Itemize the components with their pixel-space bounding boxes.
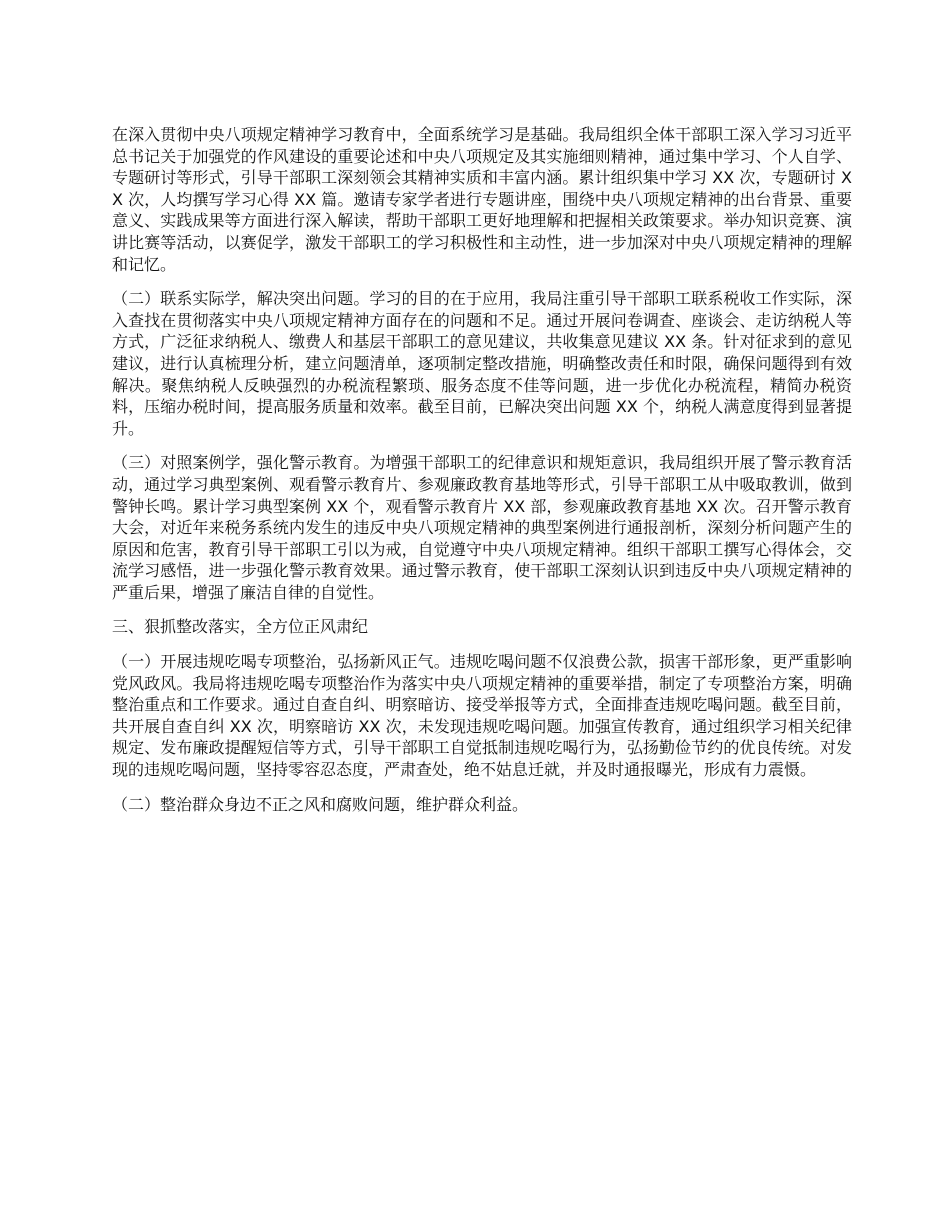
paragraph-case-study-warning: （三）对照案例学，强化警示教育。为增强干部职工的纪律意识和规矩意识，我局组织开展了警示教育活动，通过学习典型案例、观看警示教育片、参观廉政教育基地等形式，引导干部职工从中吸取教训，做到警钟长鸣。累计学习典型案例 XX 个，观看警示教育片 XX 部，参观廉政教育基地 XX 次。召开警示教育大会，对近年来税务系统内发生的违反中央八项规定精神的典型案例进行通报剖析，深刻分析问题产生的原因和危害，教育引导干部职工引以为戒，自觉遵守中央八项规定精神。组织干部职工撰写心得体会，交流学习感悟，进一步强化警示教育效果。通过警示教育，使干部职工深刻认识到违反中央八项规定精神的严重后果，增强了廉洁自律的自觉性。 (112, 453, 852, 602)
paragraph-dining-rectification: （一）开展违规吃喝专项整治，弘扬新风正气。违规吃喝问题不仅浪费公款，损害干部形象，更严重影响党风政风。我局将违规吃喝专项整治作为落实中央八项规定精神的重要举措，制定了专项整治方案，明确整治重点和工作要求。通过自查自纠、明察暗访、接受举报等方式，全面排查违规吃喝问题。截至目前，共开展自查自纠 XX 次，明察暗访 XX 次，未发现违规吃喝问题。加强宣传教育，通过组织学习相关纪律规定、发布廉政提醒短信等方式，引导干部职工自觉抵制违规吃喝行为，弘扬勤俭节约的优良传统。对发现的违规吃喝问题，坚持零容忍态度，严肃查处，绝不姑息迁就，并及时通报曝光，形成有力震慑。 (112, 652, 852, 780)
document-body (112, 124, 852, 828)
section-heading-rectification: 三、狠抓整改落实，全方位正风肃纪 (112, 617, 369, 637)
paragraph-grassroots-corruption: （二）整治群众身边不正之风和腐败问题，维护群众利益。 (112, 794, 529, 814)
paragraph-study-systematically: 在深入贯彻中央八项规定精神学习教育中，全面系统学习是基础。我局组织全体干部职工深入学习习近平总书记关于加强党的作风建设的重要论述和中央八项规定及其实施细则精神，通过集中学习、个人自学、专题研讨等形式，引导干部职工深刻领会其精神实质和丰富内涵。累计组织集中学习 XX 次，专题研讨 XX 次，人均撰写学习心得 XX 篇。邀请专家学者进行专题讲座，围绕中央八项规定精神的出台背景、重要意义、实践成果等方面进行深入解读，帮助干部职工更好地理解和把握相关政策要求。举办知识竞赛、演讲比赛等活动，以赛促学，激发干部职工的学习积极性和主动性，进一步加深对中央八项规定精神的理解和记忆。 (112, 125, 852, 274)
paragraph-practical-study: （二）联系实际学，解决突出问题。学习的目的在于应用，我局注重引导干部职工联系税收工作实际，深入查找在贯彻落实中央八项规定精神方面存在的问题和不足。通过开展问卷调查、座谈会、走访纳税人等方式，广泛征求纳税人、缴费人和基层干部职工的意见建议，共收集意见建议 XX 条。针对征求到的意见建议，进行认真梳理分析，建立问题清单，逐项制定整改措施，明确整改责任和时限，确保问题得到有效解决。聚焦纳税人反映强烈的办税流程繁琐、服务态度不佳等问题，进一步优化办税流程，精简办税资料，压缩办税时间，提高服务质量和效率。截至目前，已解决突出问题 XX 个，纳税人满意度得到显著提升。 (112, 289, 852, 438)
